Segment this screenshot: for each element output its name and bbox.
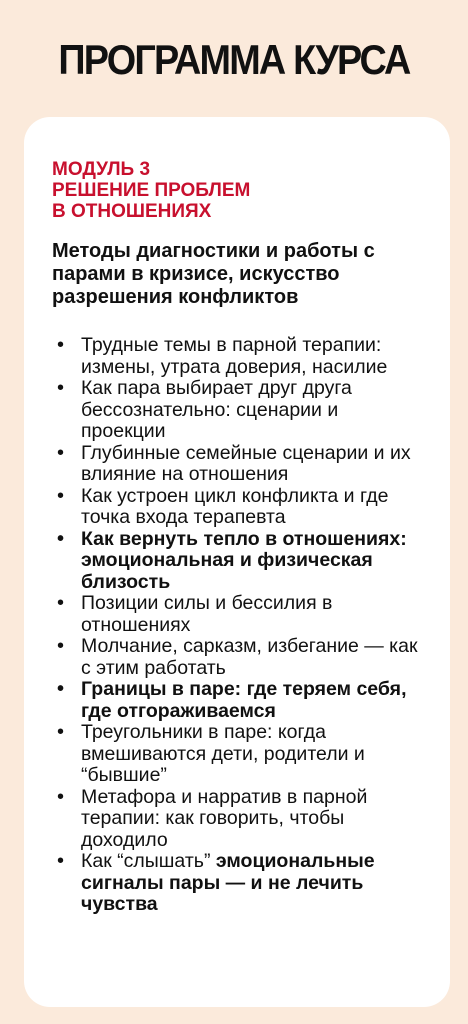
- topic-item-last: [81, 851, 424, 916]
- topic-item-bold-part: эмоциональные сигналы пары — и не лечить чувства: [81, 850, 375, 915]
- module-heading: [52, 159, 424, 222]
- module-card: [24, 117, 450, 1007]
- topic-item-regular-part: Как “слышать”: [81, 850, 216, 872]
- topic-item: • Как устроен цикл конфликта и где точка входа терапевта: [81, 486, 424, 529]
- topic-item: • Метафора и нарратив в парной терапии: как говорить, чтобы доходило: [81, 787, 424, 852]
- section-title: Методы диагностики и работы с парами в кризисе, искусство разрешения конфликтов: [52, 240, 375, 308]
- topic-item: • Как пара выбирает друг друга бессознательно: сценарии и проекции: [81, 378, 424, 443]
- module-name-line-2: В ОТНОШЕНИЯХ: [52, 201, 212, 222]
- topic-item: • Треугольники в паре: когда вмешиваются дети, родители и “бывшие”: [81, 722, 424, 787]
- topic-item: • Глубинные семейные сценарии и их влияние на отношения: [81, 443, 424, 486]
- module-number: МОДУЛЬ 3: [52, 159, 151, 180]
- topic-item-highlighted: • Как вернуть тепло в отношениях: эмоциональная и физическая близость: [81, 529, 424, 594]
- topic-item: • Позиции силы и бессилия в отношениях: [81, 593, 424, 636]
- topic-item: • Молчание, сарказм, избегание — как с этим работать: [81, 636, 424, 679]
- page-title: ПРОГРАММА КУРСА: [58, 36, 410, 83]
- topic-list: [52, 335, 424, 916]
- module-name-line-1: РЕШЕНИЕ ПРОБЛЕМ: [52, 180, 251, 201]
- topic-item-highlighted: • Границы в паре: где теряем себя, где отгораживаемся: [81, 679, 424, 722]
- topic-item: • Трудные темы в парной терапии: измены, утрата доверия, насилие: [81, 335, 424, 378]
